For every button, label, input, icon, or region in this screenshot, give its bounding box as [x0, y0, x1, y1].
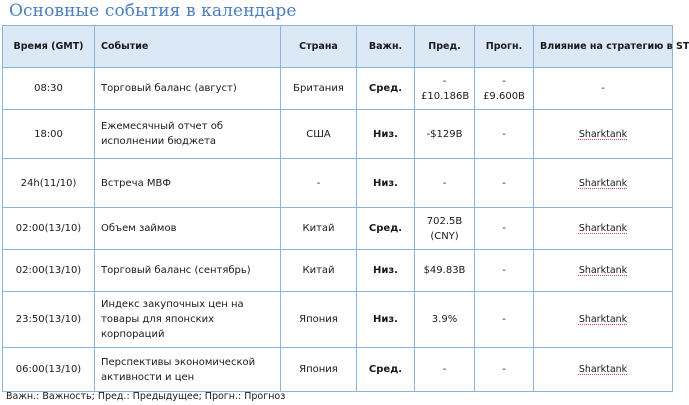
previous-cell: $49.83B: [415, 250, 475, 292]
time-cell: 02:00(13/10): [3, 250, 95, 292]
importance-cell: Сред.: [357, 208, 415, 250]
impact-cell[interactable]: [534, 250, 673, 292]
footnote: Важн.: Важность; Пред.: Предыдущее; Прогн.: Прогноз: [6, 391, 286, 402]
country-cell: Британия: [281, 68, 357, 110]
strategy-link[interactable]: Sharktank: [578, 314, 628, 325]
event-cell: Торговый баланс (сентябрь): [95, 250, 281, 292]
time-cell: 02:00(13/10): [3, 208, 95, 250]
calendar-table: [2, 25, 689, 392]
previous-cell: -: [415, 159, 475, 208]
strategy-link[interactable]: Sharktank: [578, 177, 628, 189]
country-cell: Китай: [281, 208, 357, 250]
forecast-cell: -: [475, 159, 534, 208]
impact-cell: -: [534, 68, 673, 110]
impact-cell[interactable]: [534, 159, 673, 208]
country-cell: Китай: [281, 250, 357, 292]
time-cell: 18:00: [3, 110, 95, 159]
importance-cell: Низ.: [357, 292, 415, 348]
event-cell: Объем займов: [95, 208, 281, 250]
event-cell: Перспективы экономической активности и цен: [95, 348, 281, 392]
header-forecast: Прогн.: [475, 26, 534, 68]
forecast-cell: -: [475, 110, 534, 159]
country-cell: Япония: [281, 348, 357, 392]
previous-cell: 702.5B (CNY): [415, 208, 475, 250]
previous-cell: 3.9%: [415, 292, 475, 348]
event-cell: Торговый баланс (август): [95, 68, 281, 110]
country-cell: Япония: [281, 292, 357, 348]
strategy-link[interactable]: Sharktank: [578, 364, 628, 375]
importance-cell: Низ.: [357, 110, 415, 159]
strategy-link[interactable]: Sharktank: [578, 128, 628, 140]
impact-cell[interactable]: [534, 110, 673, 159]
country-cell: -: [281, 159, 357, 208]
table-header-row: [3, 26, 673, 68]
header-impact: Влияние на стратегию в ST: [534, 26, 673, 68]
header-time: Время (GMT): [3, 26, 95, 68]
time-cell: 23:50(13/10): [3, 292, 95, 348]
previous-cell: -: [415, 348, 475, 392]
strategy-link[interactable]: Sharktank: [578, 223, 628, 234]
table-row: [3, 208, 673, 250]
impact-cell[interactable]: [534, 292, 673, 348]
header-importance: Важн.: [357, 26, 415, 68]
forecast-cell: -: [475, 292, 534, 348]
importance-cell: Сред.: [357, 68, 415, 110]
importance-cell: Низ.: [357, 250, 415, 292]
time-cell: 08:30: [3, 68, 95, 110]
page-title: Основные события в календаре: [9, 1, 297, 21]
forecast-cell: - £9.600B: [475, 68, 534, 110]
event-cell: Встреча МВФ: [95, 159, 281, 208]
event-cell: Индекс закупочных цен на товары для японских корпораций: [95, 292, 281, 348]
previous-cell: - £10.186B: [415, 68, 475, 110]
country-cell: США: [281, 110, 357, 159]
header-event: Событие: [95, 26, 281, 68]
table-row: [3, 110, 673, 159]
table-row: [3, 159, 673, 208]
forecast-cell: -: [475, 250, 534, 292]
time-cell: 06:00(13/10): [3, 348, 95, 392]
strategy-link[interactable]: Sharktank: [578, 265, 628, 276]
header-previous: Пред.: [415, 26, 475, 68]
table-row: [3, 68, 673, 110]
forecast-cell: -: [475, 348, 534, 392]
table-row: [3, 292, 673, 348]
header-country: Страна: [281, 26, 357, 68]
impact-cell[interactable]: [534, 348, 673, 392]
importance-cell: Низ.: [357, 159, 415, 208]
previous-cell: -$129B: [415, 110, 475, 159]
importance-cell: Сред.: [357, 348, 415, 392]
forecast-cell: -: [475, 208, 534, 250]
table-row: [3, 348, 673, 392]
time-cell: 24h(11/10): [3, 159, 95, 208]
impact-cell[interactable]: [534, 208, 673, 250]
table-row: [3, 250, 673, 292]
event-cell: Ежемесячный отчет об исполнении бюджета: [95, 110, 281, 159]
